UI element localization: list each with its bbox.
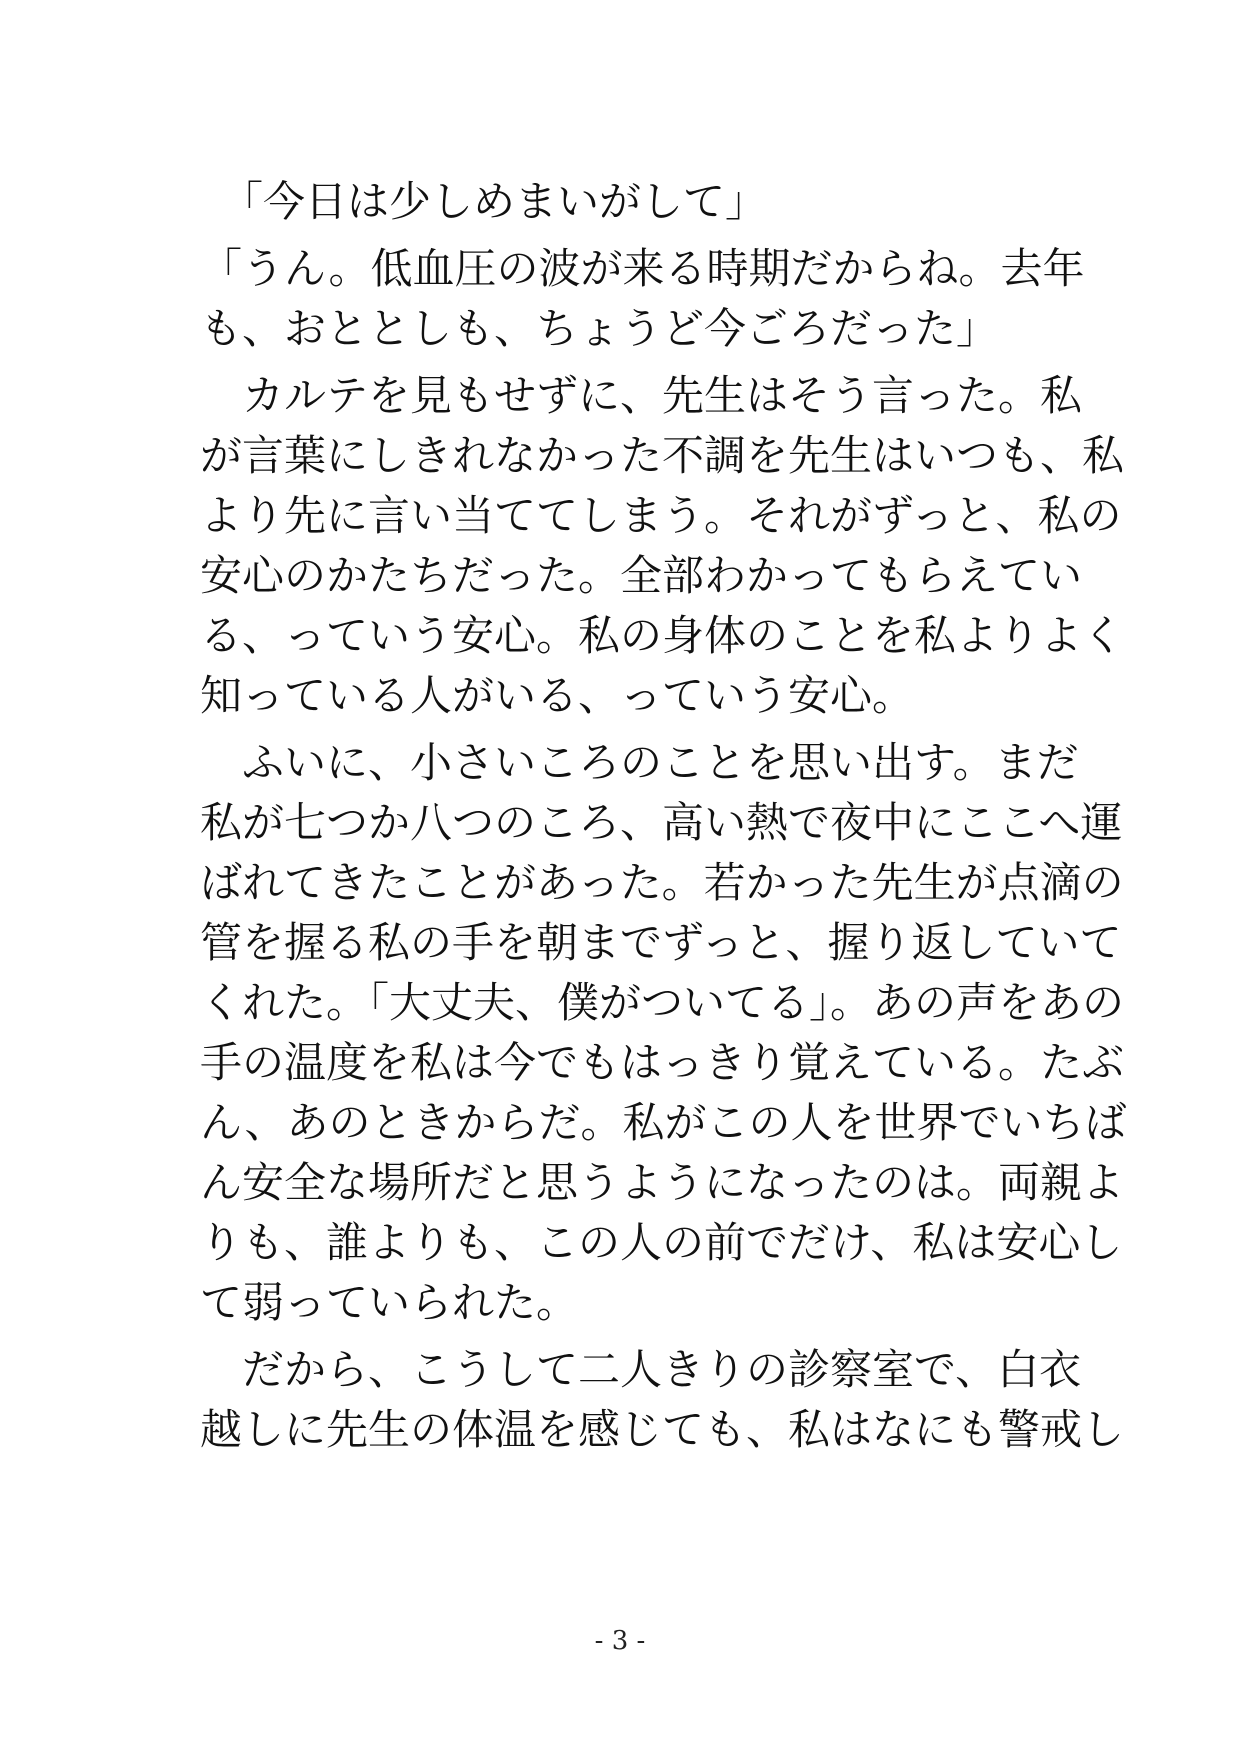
text-line: ばれてきたことがあった。若かった先生が点滴の (200, 858, 1124, 907)
text-line: 知っている人がいる、っていう安心。 (200, 671, 915, 720)
text-line: 管を握る私の手を朝までずっと、握り返していて (200, 918, 1122, 967)
text-line: 「今日は少しめまいがして」 (221, 177, 768, 226)
text-line: も、おととしも、ちょうど今ごろだった」 (200, 304, 999, 353)
paragraph-narration-3 (200, 1340, 1125, 1460)
text-line: りも、誰よりも、この人の前でだけ、私は安心し (200, 1218, 1123, 1267)
text-line: が言葉にしきれなかった不調を先生はいつも、私 (200, 431, 1125, 480)
paragraph-dialogue-2 (200, 239, 1085, 359)
text-line: 手の温度を私は今でもはっきり覚えている。たぶ (200, 1038, 1125, 1087)
paragraph-narration-1 (200, 366, 1125, 726)
text-line: 私が七つか八つのころ、高い熱で夜中にここへ運 (200, 798, 1123, 847)
body-text (200, 172, 1127, 1460)
text-line: ん安全な場所だと思うようになったのは。両親よ (200, 1158, 1125, 1207)
text-line: る、っていう安心。私の身体のことを私よりよく (200, 611, 1125, 660)
text-line: 「うん。低血圧の波が来る時期だからね。去年 (200, 244, 1085, 293)
text-line: カルテを見もせずに、先生はそう言った。私 (242, 371, 1083, 420)
text-line: だから、こうして二人きりの診察室で、白衣 (242, 1345, 1082, 1394)
text-line: より先に言い当ててしまう。それがずっと、私の (200, 491, 1122, 540)
text-line: くれた。「大丈夫、僕がついてる」。あの声をあの (200, 978, 1125, 1027)
text-line: 安心のかたちだった。全部わかってもらえてい (200, 551, 1083, 600)
paragraph-narration-2 (200, 733, 1127, 1333)
text-line: ん、あのときからだ。私がこの人を世界でいちば (200, 1098, 1127, 1147)
text-line: 越しに先生の体温を感じても、私はなにも警戒し (200, 1405, 1125, 1454)
text-line: て弱っていられた。 (200, 1278, 579, 1327)
paragraph-dialogue-1 (200, 172, 1050, 232)
page-number: - 3 - (594, 1626, 646, 1656)
text-line: ふいに、小さいころのことを思い出す。まだ (242, 738, 1079, 787)
